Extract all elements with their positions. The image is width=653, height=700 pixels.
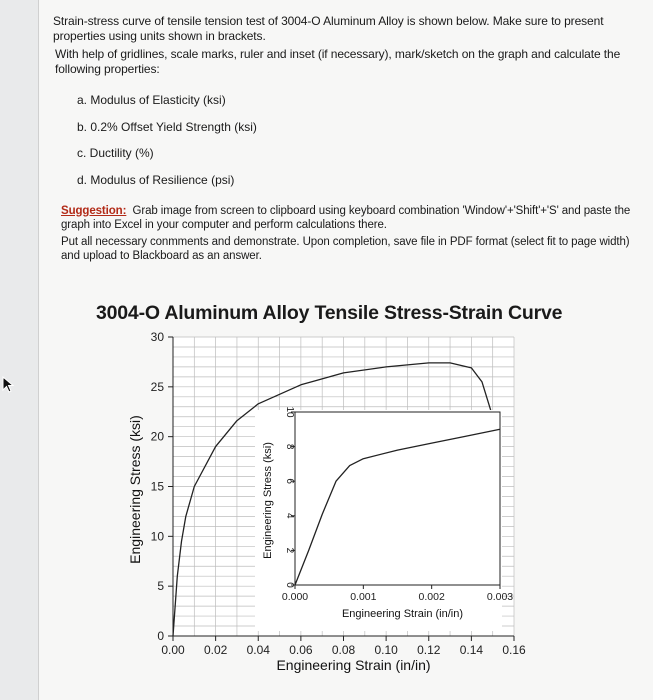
x-tick-label: 0.14 — [459, 643, 484, 657]
x-tick-label: 0.12 — [417, 643, 441, 657]
y-tick-label: 0 — [157, 629, 164, 643]
property-item: b. 0.2% Offset Yield Strength (ksi) — [77, 119, 257, 134]
x-tick-label: 0.00 — [161, 643, 185, 657]
x-tick-label: 0.10 — [374, 643, 398, 657]
inset-y-axis-label: Engineering Stress (ksi) — [262, 442, 274, 559]
property-item: d. Modulus of Resilience (psi) — [77, 172, 235, 187]
property-item: a. Modulus of Elasticity (ksi) — [77, 93, 226, 107]
x-tick-label: 0.06 — [289, 643, 313, 657]
y-tick-label: 5 — [157, 579, 164, 594]
intro-paragraph-2: With help of gridlines, scale marks, ruler and inset (if necessary), mark/sketch on the graph and calculate the following properties: — [55, 47, 621, 76]
x-tick-label: 0.08 — [331, 643, 356, 657]
inset-y-tick-label: 0 — [284, 582, 295, 588]
property-item: c. Ductility (%) — [77, 146, 154, 160]
y-tick-label: 15 — [150, 479, 164, 494]
inset-x-axis-label: Engineering Strain (in/in) — [341, 608, 464, 620]
y-tick-label: 25 — [150, 379, 164, 394]
y-axis-label: Engineering Stress (ksi) — [127, 415, 143, 564]
inset-x-tick-label: 0.001 — [350, 591, 377, 603]
chart-title: 3004-O Aluminum Alloy Tensile Stress-Strain Curve — [96, 302, 563, 324]
y-tick-label: 10 — [150, 529, 164, 544]
inset-y-tick-label: 8 — [284, 443, 295, 450]
inset-y-tick-label: 2 — [284, 547, 295, 554]
inset-x-tick-label: 0.002 — [418, 591, 445, 603]
y-tick-label: 20 — [150, 429, 164, 444]
inset-x-tick-label: 0.000 — [281, 591, 309, 603]
suggestion-text: Grab image from screen to clipboard using keyboard combination 'Window'+'Shift'+'S' and paste the graph into Excel in your computer and perform calculations there. — [61, 205, 631, 231]
intro-paragraph-1: Strain-stress curve of tensile tension test of 3004-O Aluminum Alloy is shown below. Make sure to present properties using units shown in brackets. — [53, 14, 604, 43]
inset-y-tick-label: 10 — [284, 406, 295, 418]
x-axis-label: Engineering Strain (in/in) — [276, 657, 431, 673]
inset-x-tick-label: 0.003 — [486, 591, 514, 603]
inset-y-tick-label: 6 — [284, 478, 295, 484]
x-tick-label: 0.02 — [203, 643, 228, 657]
x-tick-label: 0.04 — [246, 643, 270, 657]
y-tick-label: 30 — [150, 330, 164, 344]
suggestion-label: Suggestion: — [61, 205, 127, 217]
inset-y-tick-label: 4 — [284, 513, 295, 519]
x-tick-label: 0.16 — [502, 643, 526, 657]
mouse-cursor-icon — [2, 376, 16, 394]
suggestion-text-2: Put all necessary conmments and demonstrate. Upon completion, save file in PDF format (select fit to page width) and upload to Blackboard as an answer. — [61, 236, 630, 262]
